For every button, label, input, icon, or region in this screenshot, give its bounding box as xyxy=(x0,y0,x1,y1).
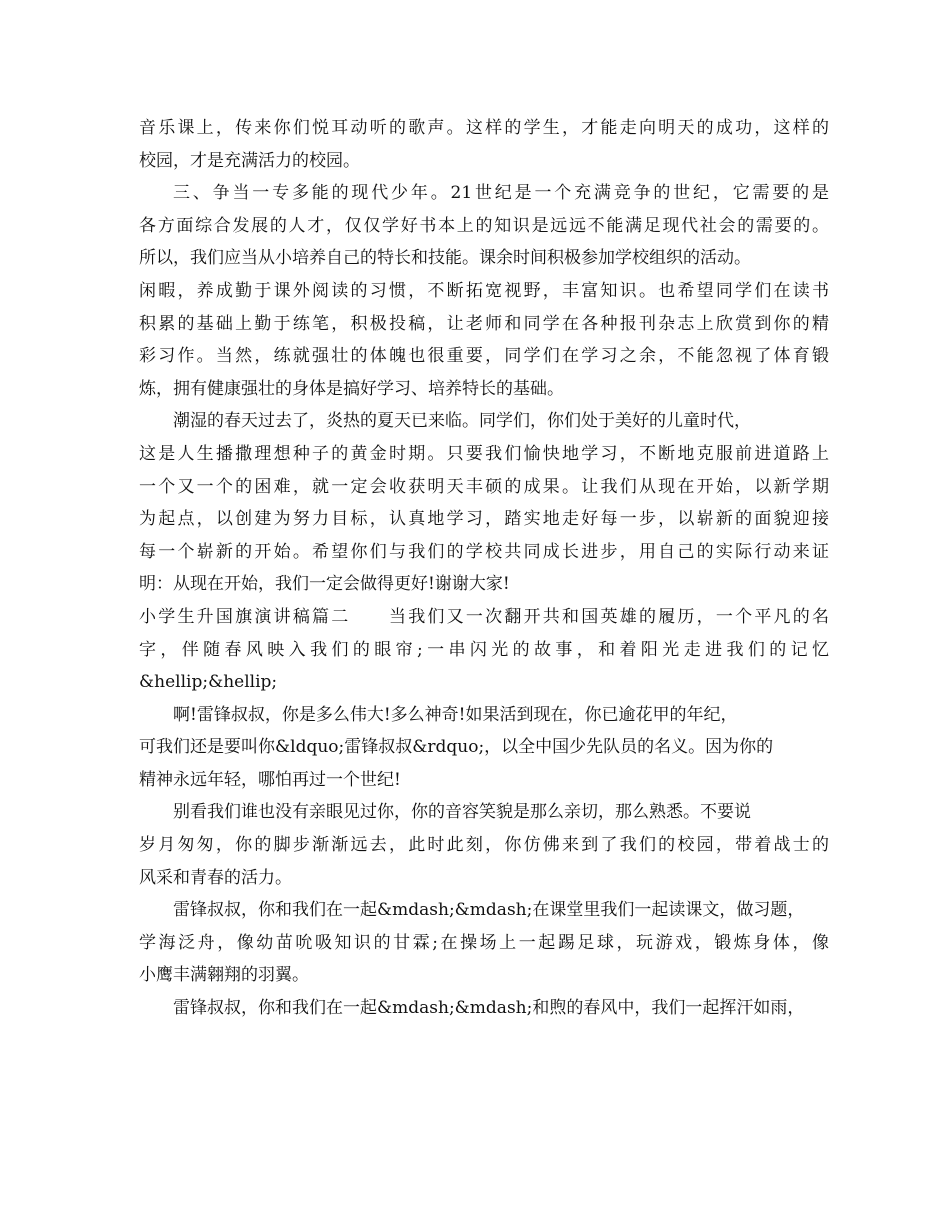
text-line: 积累的基础上勤于练笔，积极投稿，让老师和同学在各种报刊杂志上欣赏到你的精 xyxy=(139,313,829,334)
text-line: 岁月匆匆，你的脚步渐渐远去，此时此刻，你仿佛来到了我们的校园，带着战士的 xyxy=(139,835,829,856)
text-line: 学海泛舟，像幼苗吮吸知识的甘霖;在操场上一起踢足球，玩游戏，锻炼身体，像 xyxy=(139,932,829,953)
text-line: 每一个崭新的开始。希望你们与我们的学校共同成长进步，用自己的实际行动来证 xyxy=(139,541,829,562)
text-line: 字，伴随春风映入我们的眼帘;一串闪光的故事，和着阳光走进我们的记忆 xyxy=(139,639,829,660)
text-line: 彩习作。当然，练就强壮的体魄也很重要，同学们在学习之余，不能忽视了体育锻 xyxy=(139,346,829,367)
text-line: 所以，我们应当从小培养自己的特长和技能。课余时间积极参加学校组织的活动。 xyxy=(139,248,751,269)
text-line: 小学生升国旗演讲稿篇二 当我们又一次翻开共和国英雄的履历，一个平凡的名 xyxy=(139,606,829,627)
text-line: 音乐课上，传来你们悦耳动听的歌声。这样的学生，才能走向明天的成功，这样的 xyxy=(139,118,829,138)
text-line: 明：从现在开始，我们一定会做得更好!谢谢大家! xyxy=(139,574,510,595)
text-line: 三、争当一专多能的现代少年。21世纪是一个充满竞争的世纪，它需要的是 xyxy=(173,183,829,204)
text-line: 各方面综合发展的人才，仅仅学好书本上的知识是远远不能满足现代社会的需要的。 xyxy=(139,215,829,236)
text-line: 炼，拥有健康强壮的身体是搞好学习、培养特长的基础。 xyxy=(139,378,564,399)
text-line: 精神永远年轻，哪怕再过一个世纪! xyxy=(139,769,401,790)
text-line: 风采和青春的活力。 xyxy=(139,867,292,888)
text-line: 校园，才是充满活力的校园。 xyxy=(139,150,360,171)
text-line: 潮湿的春天过去了，炎热的夏天已来临。同学们，你们处于美好的儿童时代， xyxy=(173,411,751,432)
text-line: 可我们还是要叫你&ldquo;雷锋叔叔&rdquo;，以全中国少先队员的名义。因为你的 xyxy=(139,737,774,758)
text-line: 一个又一个的困难，就一定会收获明天丰硕的成果。让我们从现在开始，以新学期 xyxy=(139,476,829,497)
text-line: 这是人生播撒理想种子的黄金时期。只要我们愉快地学习，不断地克服前进道路上 xyxy=(139,443,829,464)
text-line: 啊!雷锋叔叔，你是多么伟大!多么神奇!如果活到现在，你已逾花甲的年纪， xyxy=(173,704,738,725)
text-line: 闲暇，养成勤于课外阅读的习惯，不断拓宽视野，丰富知识。也希望同学们在读书 xyxy=(139,280,829,301)
text-line: 雷锋叔叔，你和我们在一起&mdash;&mdash;在课堂里我们一起读课文，做习题， xyxy=(173,900,805,921)
text-line: 别看我们谁也没有亲眼见过你，你的音容笑貌是那么亲切，那么熟悉。不要说 xyxy=(173,802,751,823)
document-body xyxy=(139,112,829,1025)
text-line: 小鹰丰满翱翔的羽翼。 xyxy=(139,965,309,986)
text-line: 雷锋叔叔，你和我们在一起&mdash;&mdash;和煦的春风中，我们一起挥汗如雨， xyxy=(173,998,805,1019)
text-line: 为起点，以创建为努力目标，认真地学习，踏实地走好每一步，以崭新的面貌迎接 xyxy=(139,509,829,530)
text-line: &hellip;&hellip; xyxy=(139,672,278,693)
